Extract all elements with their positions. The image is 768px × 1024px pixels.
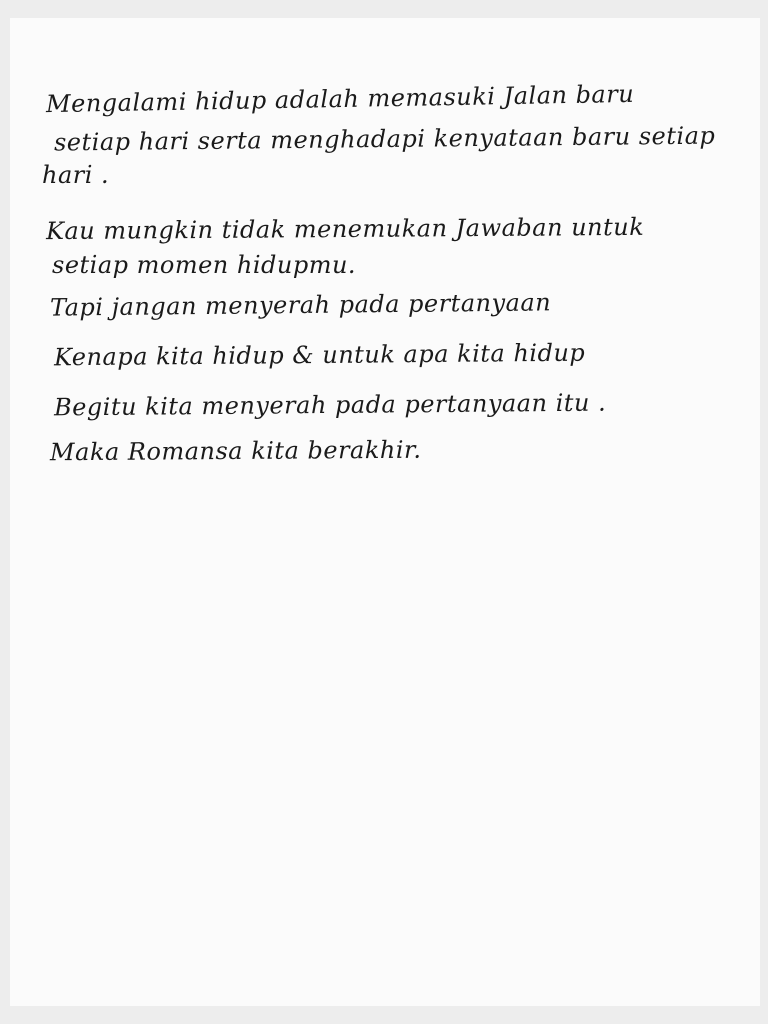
text-line-8: Begitu kita menyerah pada pertanyaan itu .	[53, 388, 607, 422]
text-line-2: setiap hari serta menghadapi kenyataan baru setiap	[53, 121, 716, 157]
text-line-5: setiap momen hidupmu.	[52, 251, 357, 279]
text-line-6: Tapi jangan menyerah pada pertanyaan	[49, 288, 552, 322]
text-line-4: Kau mungkin tidak menemukan Jawaban untuk	[45, 212, 645, 246]
text-line-3: hari .	[42, 161, 110, 189]
text-line-7: Kenapa kita hidup & untuk apa kita hidup	[53, 338, 586, 372]
text-line-9: Maka Romansa kita berakhir.	[49, 435, 422, 467]
text-line-1: Mengalami hidup adalah memasuki Jalan baru	[45, 79, 635, 119]
handwritten-page	[10, 18, 760, 1006]
